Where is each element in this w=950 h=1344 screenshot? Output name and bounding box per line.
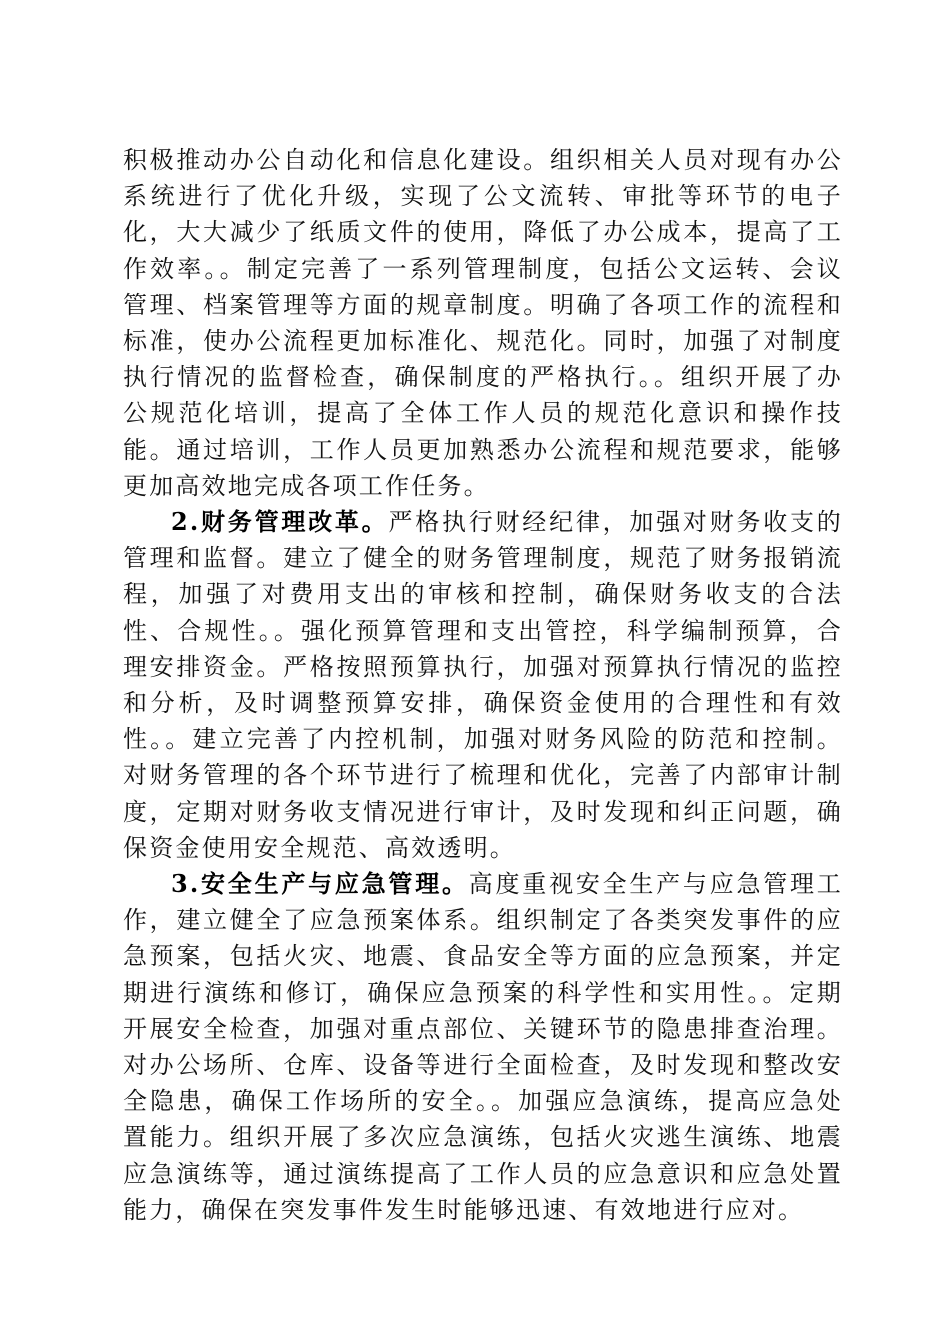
paragraph-safety-emergency — [123, 866, 843, 1228]
paragraph-body: 积极推动办公自动化和信息化建设。组织相关人员对现有办公系统进行了优化升级，实现了公文流转、审批等环节的电子化，大大减少了纸质文件的使用，降低了办公成本，提高了工作效率。。制定完善了一系列管理制度，包括公文运转、会议管理、档案管理等方面的规章制度。明确了各项工作的流程和标准，使办公流程更加标准化、规范化。同时，加强了对制度执行情况的监督检查，确保制度的严格执行。。组织开展了办公规范化培训，提高了全体工作人员的规范化意识和操作技能。通过培训，工作人员更加熟悉办公流程和规范要求，能够更加高效地完成各项工作任务。 — [123, 146, 843, 500]
paragraph-office-automation — [123, 142, 843, 504]
section-heading: 3.安全生产与应急管理。 — [171, 869, 469, 899]
document-page — [123, 142, 843, 1228]
paragraph-financial-reform — [123, 504, 843, 866]
section-heading: 2.财务管理改革。 — [171, 507, 389, 537]
paragraph-body: 高度重视安全生产与应急管理工作，建立健全了应急预案体系。组织制定了各类突发事件的应急预案，包括火灾、地震、食品安全等方面的应急预案，并定期进行演练和修订，确保应急预案的科学性和实用性。。定期开展安全检查，加强对重点部位、关键环节的隐患排查治理。对办公场所、仓库、设备等进行全面检查，及时发现和整改安全隐患，确保工作场所的安全。。加强应急演练，提高应急处置能力。组织开展了多次应急演练，包括火灾逃生演练、地震应急演练等，通过演练提高了工作人员的应急意识和应急处置能力，确保在突发事件发生时能够迅速、有效地进行应对。 — [123, 870, 843, 1224]
paragraph-body: 严格执行财经纪律，加强对财务收支的管理和监督。建立了健全的财务管理制度，规范了财务报销流程，加强了对费用支出的审核和控制，确保财务收支的合法性、合规性。。强化预算管理和支出管控，科学编制预算，合理安排资金。严格按照预算执行，加强对预算执行情况的监控和分析，及时调整预算安排，确保资金使用的合理性和有效性。。建立完善了内控机制，加强对财务风险的防范和控制。对财务管理的各个环节进行了梳理和优化，完善了内部审计制度，定期对财务收支情况进行审计，及时发现和纠正问题，确保资金使用安全规范、高效透明。 — [123, 508, 843, 862]
